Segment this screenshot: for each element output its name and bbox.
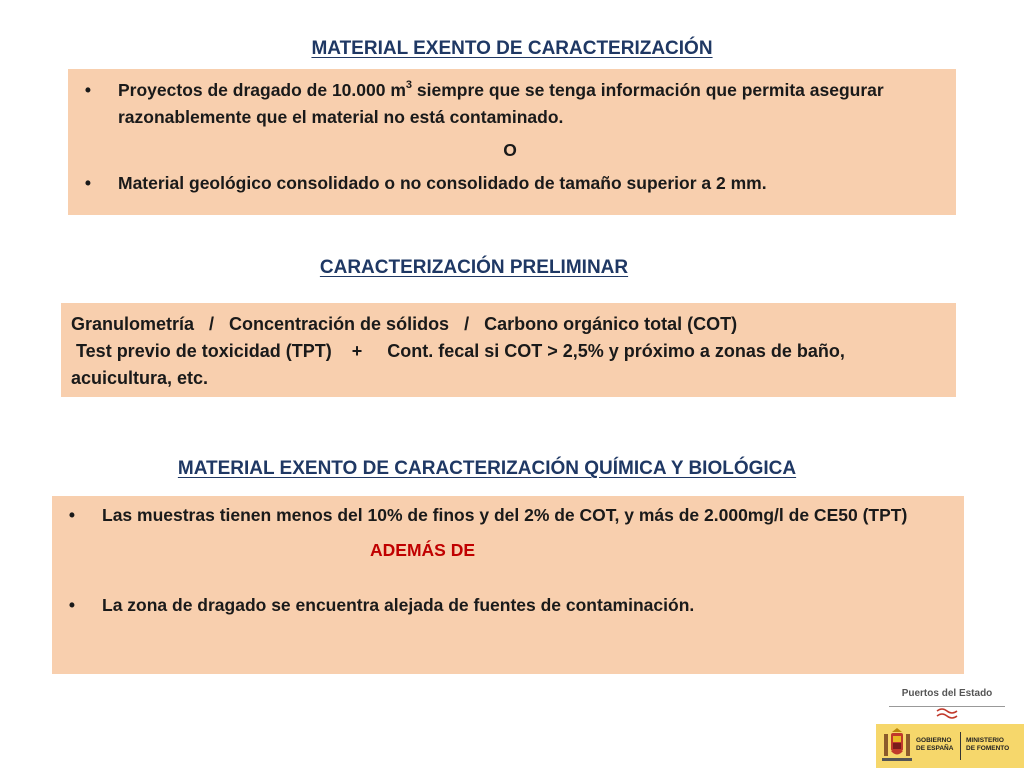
list-item	[68, 77, 926, 131]
exento-box	[68, 69, 956, 215]
ministerio-text: MINISTERIO DE FOMENTO	[966, 737, 1010, 752]
bullet-text: Proyectos de dragado de 10.000 $m^3$ siempre que se tenga información que permita asegurar razonablemente que el material no está contaminado.	[118, 79, 884, 127]
puertos-logo-text: Puertos del Estado	[901, 688, 993, 699]
waves-icon	[935, 707, 959, 719]
heading-material-exento: MATERIAL EXENTO DE CARACTERIZACIÓN	[311, 38, 713, 59]
exento-quimica-box	[52, 496, 964, 674]
heading-caracterizacion-preliminar: CARACTERIZACIÓN PRELIMINAR	[319, 257, 629, 278]
connector-text: O	[503, 140, 517, 160]
bullet-icon: •	[68, 505, 76, 525]
list-item	[68, 170, 926, 197]
connector-text: ADEMÁS DE	[370, 540, 476, 560]
bullet-icon: •	[84, 80, 92, 100]
divider	[960, 732, 961, 760]
coat-of-arms-icon	[882, 728, 912, 764]
bullet-text: Las muestras tienen menos del 10% de finos y del 2% de COT, y más de 2.000mg/l de CE50 (TPT)	[102, 505, 908, 525]
list-item	[52, 502, 952, 529]
gobierno-espana-logo	[876, 724, 1024, 768]
preliminar-line-2: Test previo de toxicidad (TPT) + Cont. fecal si COT > 2,5% y próximo a zonas de baño, acuicultura, etc.	[71, 341, 850, 388]
gobierno-text: GOBIERNO DE ESPAÑA	[916, 737, 954, 752]
preliminar-box	[61, 303, 956, 397]
bullet-icon: •	[84, 173, 92, 193]
superscript: 3	[405, 79, 413, 92]
puertos-del-estado-logo	[885, 688, 1009, 718]
list-item	[52, 592, 952, 619]
bullet-text: La zona de dragado se encuentra alejada de fuentes de contaminación.	[102, 595, 695, 615]
bullet-text: Material geológico consolidado o no consolidado de tamaño superior a 2 mm.	[118, 173, 767, 193]
bullet-icon: •	[68, 595, 76, 615]
heading-exento-quimica-biologica: MATERIAL EXENTO DE CARACTERIZACIÓN QUÍMICA Y BIOLÓGICA	[177, 458, 797, 479]
preliminar-line-1: Granulometría / Concentración de sólidos / Carbono orgánico total (COT)	[71, 314, 738, 334]
